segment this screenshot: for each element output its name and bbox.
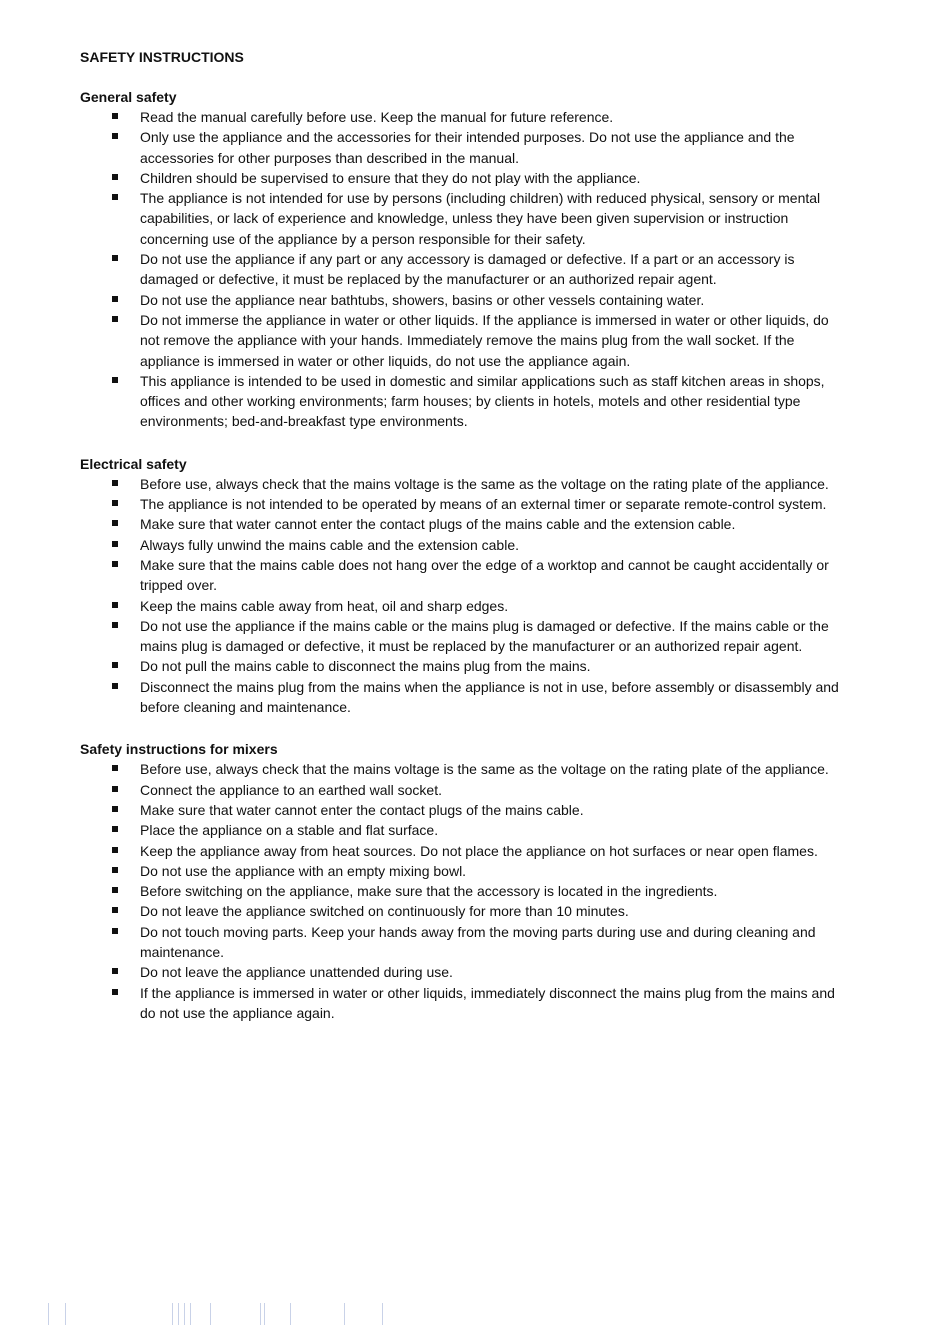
scan-mark	[184, 1303, 185, 1325]
list-item	[80, 922, 840, 963]
list-item	[80, 310, 840, 371]
list-item	[80, 841, 840, 861]
list-item-text: Do not pull the mains cable to disconnect the mains plug from the mains.	[140, 658, 591, 675]
scan-mark	[172, 1303, 173, 1325]
list-item	[80, 780, 840, 800]
list-item-text: Read the manual carefully before use. Keep the manual for future reference.	[140, 109, 614, 125]
scan-mark	[382, 1303, 383, 1325]
list-item	[80, 474, 840, 494]
square-bullet-icon	[112, 113, 118, 119]
document-page	[80, 47, 840, 1045]
square-bullet-icon	[112, 989, 118, 995]
list-item	[80, 249, 840, 290]
list-item	[80, 555, 840, 596]
list-item-text: Make sure that water cannot enter the contact plugs of the mains cable and the extension cable.	[140, 516, 736, 533]
square-bullet-icon	[112, 928, 118, 934]
list-item-text: Do not immerse the appliance in water or other liquids. If the appliance is immersed in water or other liquids, do not remove the appliance with your hands. Immediately remove the mains plug from the wall socket. If the appliance is immersed in water or other liquids, do not use the appliance again.	[140, 311, 829, 369]
list-item	[80, 127, 840, 168]
list-item	[80, 656, 840, 676]
square-bullet-icon	[112, 296, 118, 302]
square-bullet-icon	[112, 255, 118, 261]
scan-mark	[264, 1303, 265, 1325]
list-item	[80, 800, 840, 820]
square-bullet-icon	[112, 194, 118, 200]
list-item	[80, 881, 840, 901]
list-item-text: Before use, always check that the mains voltage is the same as the voltage on the rating plate of the appliance.	[140, 475, 829, 492]
list-item	[80, 107, 840, 127]
list-item-text: Do not touch moving parts. Keep your hands away from the moving parts during use and during cleaning and maintenance.	[140, 923, 816, 960]
scan-mark	[290, 1303, 291, 1325]
square-bullet-icon	[112, 786, 118, 792]
section-heading: Electrical safety	[80, 455, 187, 472]
square-bullet-icon	[112, 480, 118, 486]
section-electrical-safety	[80, 454, 840, 718]
scan-mark	[65, 1303, 66, 1325]
square-bullet-icon	[112, 561, 118, 567]
list-item-text: Do not use the appliance with an empty mixing bowl.	[140, 862, 467, 879]
scan-mark	[210, 1303, 211, 1325]
scan-mark	[48, 1303, 49, 1325]
section-heading: Safety instructions for mixers	[80, 741, 278, 758]
list-item-text: Do not use the appliance if the mains cable or the mains plug is damaged or defective. If the mains cable or the mains plug is damaged or defective, it must be replaced by the manufacturer or an authorized repair agent.	[140, 617, 829, 655]
scan-mark	[190, 1303, 191, 1325]
square-bullet-icon	[112, 541, 118, 547]
list-item	[80, 514, 840, 534]
list-item	[80, 901, 840, 921]
section-heading: General safety	[80, 89, 177, 105]
square-bullet-icon	[112, 847, 118, 853]
list-item	[80, 290, 840, 310]
document-title: SAFETY INSTRUCTIONS	[80, 49, 244, 65]
list-item-text: Do not leave the appliance switched on continuously for more than 10 minutes.	[140, 903, 629, 920]
list-item-text: Before use, always check that the mains voltage is the same as the voltage on the rating plate of the appliance.	[140, 761, 829, 778]
scan-mark	[178, 1303, 179, 1325]
list-item	[80, 371, 840, 432]
list-item-text: Do not use the appliance near bathtubs, showers, basins or other vessels containing water.	[140, 291, 705, 308]
list-item-text: Keep the appliance away from heat sources. Do not place the appliance on hot surfaces or near open flames.	[140, 842, 818, 859]
list-item	[80, 168, 840, 188]
square-bullet-icon	[112, 806, 118, 812]
section-mixer-safety	[80, 739, 840, 1023]
list-item-text: Keep the mains cable away from heat, oil and sharp edges.	[140, 597, 509, 614]
square-bullet-icon	[112, 174, 118, 180]
list-item-text: Make sure that the mains cable does not hang over the edge of a worktop and cannot be caught accidentally or tripped over.	[140, 556, 829, 594]
list-item	[80, 759, 840, 779]
square-bullet-icon	[112, 133, 118, 139]
scan-mark	[344, 1303, 345, 1325]
list-item-text: The appliance is not intended for use by persons (including children) with reduced physical, sensory or mental capabilities, or lack of experience and knowledge, unless they have been given supervision or instruction concerning use of the appliance by a person responsible for their safety.	[140, 190, 821, 247]
scan-mark	[260, 1303, 261, 1325]
list-item	[80, 861, 840, 881]
bullet-list	[80, 107, 840, 432]
bullet-list	[80, 474, 840, 718]
list-item-text: Only use the appliance and the accessories for their intended purposes. Do not use the appliance and the accessories for other purposes than described in the manual.	[140, 129, 795, 166]
square-bullet-icon	[112, 765, 118, 771]
list-item-text: Place the appliance on a stable and flat surface.	[140, 822, 439, 839]
list-item	[80, 983, 840, 1024]
list-item	[80, 188, 840, 249]
list-item-text: Always fully unwind the mains cable and the extension cable.	[140, 536, 519, 553]
list-item	[80, 616, 840, 657]
list-item-text: Connect the appliance to an earthed wall socket.	[140, 781, 442, 798]
list-item	[80, 962, 840, 982]
list-item-text: Children should be supervised to ensure that they do not play with the appliance.	[140, 169, 641, 186]
square-bullet-icon	[112, 968, 118, 974]
list-item-text: The appliance is not intended to be operated by means of an external timer or separate remote-control system.	[140, 496, 827, 513]
square-bullet-icon	[112, 907, 118, 913]
square-bullet-icon	[112, 683, 118, 689]
list-item-text: Do not leave the appliance unattended during use.	[140, 964, 453, 981]
bullet-list	[80, 759, 840, 1023]
list-item	[80, 820, 840, 840]
list-item	[80, 596, 840, 616]
square-bullet-icon	[112, 867, 118, 873]
list-item-text: Before switching on the appliance, make sure that the accessory is located in the ingredients.	[140, 883, 718, 900]
section-general-safety	[80, 87, 840, 432]
square-bullet-icon	[112, 662, 118, 668]
list-item-text: This appliance is intended to be used in domestic and similar applications such as staff kitchen areas in shops, offices and other working environments; farm houses; by clients in hotels, motels and other residential type environments; bed-and-breakfast type environments.	[140, 372, 825, 430]
list-item-text: Make sure that water cannot enter the contact plugs of the mains cable.	[140, 801, 584, 818]
square-bullet-icon	[112, 622, 118, 628]
list-item	[80, 494, 840, 514]
square-bullet-icon	[112, 377, 118, 383]
list-item	[80, 535, 840, 555]
list-item	[80, 677, 840, 718]
square-bullet-icon	[112, 500, 118, 506]
footer-scan-marks	[48, 1303, 408, 1327]
square-bullet-icon	[112, 602, 118, 608]
square-bullet-icon	[112, 520, 118, 526]
list-item-text: If the appliance is immersed in water or other liquids, immediately disconnect the mains plug from the mains and do not use the appliance again.	[140, 984, 835, 1021]
square-bullet-icon	[112, 316, 118, 322]
list-item-text: Do not use the appliance if any part or any accessory is damaged or defective. If a part or an accessory is damaged or defective, it must be replaced by the manufacturer or an authorized repair agent.	[140, 251, 795, 288]
list-item-text: Disconnect the mains plug from the mains when the appliance is not in use, before assembly or disassembly and before cleaning and maintenance.	[140, 678, 839, 716]
square-bullet-icon	[112, 887, 118, 893]
square-bullet-icon	[112, 826, 118, 832]
